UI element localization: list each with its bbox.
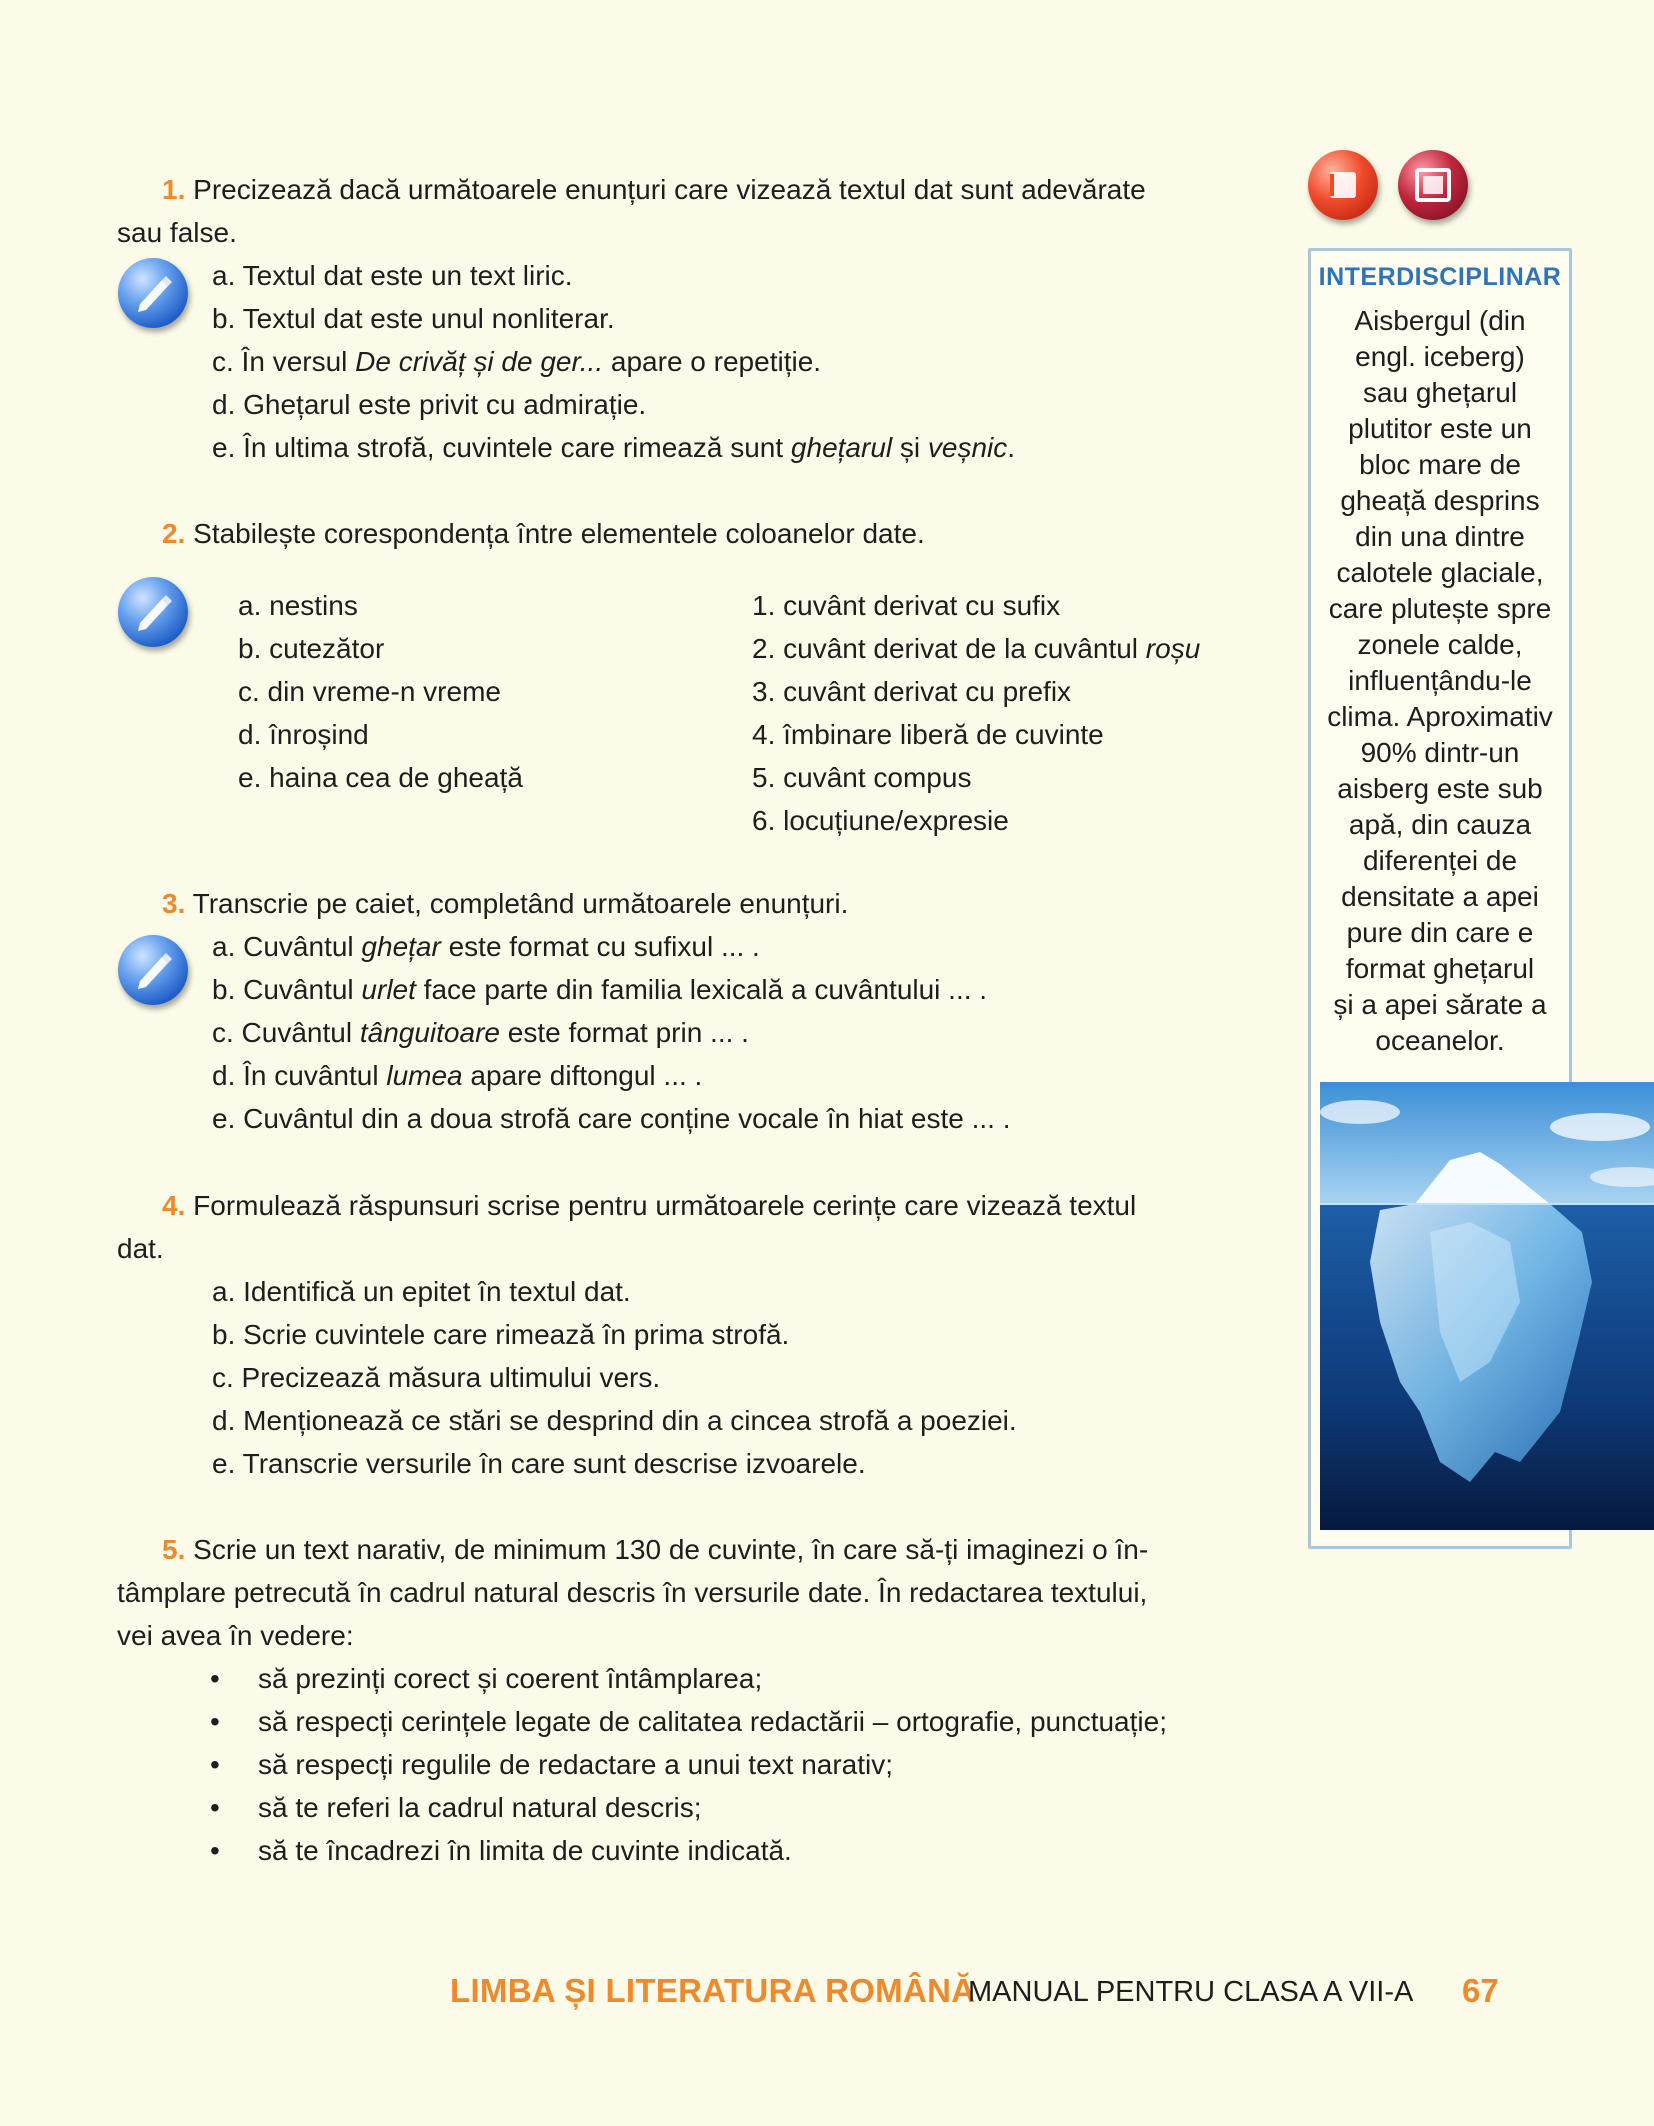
pencil-icon <box>118 935 188 1005</box>
sidebar-line: diferenței de <box>1362 845 1518 876</box>
sidebar-line: aisberg este sub <box>1337 773 1543 804</box>
ex4-item-c: c. Precizează măsura ultimului vers. <box>212 1362 661 1393</box>
ex5-bullet-3: să respecți regulile de redactare a unui text narativ; <box>258 1749 894 1780</box>
ex3-prompt-text: Transcrie pe caiet, completând următoarele enunțuri. <box>192 888 849 919</box>
ex4-prompt <box>162 1186 1136 1226</box>
ex3-item-b-pre: b. Cuvântul <box>212 974 362 1005</box>
sidebar-line: și a apei sărate a <box>1333 989 1547 1020</box>
bullet-marker: • <box>210 1663 220 1694</box>
ex4-prompt-line1: Formulează răspunsuri scrise pentru următoarele cerințe care vizează textul <box>193 1190 1137 1221</box>
ex4-item-b: b. Scrie cuvintele care rimează în prima strofă. <box>212 1319 790 1350</box>
pencil-icon <box>118 258 188 328</box>
sidebar-line: 90% dintr-un <box>1360 737 1520 768</box>
ex3-item-d-post: apare diftongul ... . <box>462 1060 703 1091</box>
ex2-prompt-text: Stabilește corespondența între elementele coloanelor date. <box>193 518 925 549</box>
ex4-number: 4. <box>162 1190 186 1221</box>
ex2-right-1: 1. cuvânt derivat cu sufix <box>752 590 1061 621</box>
ex1-number: 1. <box>162 174 186 205</box>
sidebar-line: bloc mare de <box>1359 449 1521 480</box>
ex3-item-a <box>212 927 760 967</box>
ex1-prompt-line2: sau false. <box>117 217 237 248</box>
ex3-item-a-pre: a. Cuvântul <box>212 931 362 962</box>
ex2-left-b: b. cutezător <box>238 633 385 664</box>
footer-subject: LIMBA ȘI LITERATURA ROMÂNĂ <box>450 1972 976 2009</box>
ex1-item-b: b. Textul dat este unul nonliterar. <box>212 303 615 334</box>
sidebar-line: sau ghețarul <box>1362 377 1518 408</box>
ex5-prompt-line2: tâmplare petrecută în cadrul natural descris în versurile date. În redactarea textului, <box>117 1577 1148 1608</box>
ex1-item-e-mid: și <box>892 432 928 463</box>
ex2-left-c: c. din vreme-n vreme <box>238 676 501 707</box>
ex2-left-e: e. haina cea de gheață <box>238 762 523 793</box>
ex5-bullet-2: să respecți cerințele legate de calitatea redactării – ortografie, punctuație; <box>258 1706 1167 1737</box>
ex3-number: 3. <box>162 888 186 919</box>
ex1-item-c-pre: c. În versul <box>212 346 356 377</box>
ex4-prompt-line2: dat. <box>117 1233 164 1264</box>
ex1-item-c-quote: De crivăț și de ger... <box>355 346 604 377</box>
ex1-prompt <box>162 170 1146 210</box>
sidebar-title: INTERDISCIPLINAR <box>1318 263 1562 291</box>
sidebar-line: Aisbergul (din <box>1354 305 1526 336</box>
bullet-marker: • <box>210 1835 220 1866</box>
ex2-right-5: 5. cuvânt compus <box>752 762 972 793</box>
ex2-left-d: d. înroșind <box>238 719 369 750</box>
sidebar-line: oceanelor. <box>1375 1025 1505 1056</box>
ex5-bullet-4: să te referi la cadrul natural descris; <box>258 1792 702 1823</box>
ex3-item-c-post: este format prin ... . <box>499 1017 749 1048</box>
ex5-prompt <box>162 1530 1148 1570</box>
ex3-item-c-word: tânguitoare <box>359 1017 500 1048</box>
ex3-item-d-word: lumea <box>386 1060 463 1091</box>
ex3-item-d-pre: d. În cuvântul <box>212 1060 387 1091</box>
ex2-number: 2. <box>162 518 186 549</box>
ex1-item-e-pre: e. În ultima strofă, cuvintele care rimează sunt <box>212 432 791 463</box>
bullet-marker: • <box>210 1792 220 1823</box>
ex5-prompt-line3: vei avea în vedere: <box>117 1620 354 1651</box>
sidebar-line: densitate a apei <box>1341 881 1539 912</box>
sidebar-line: clima. Aproximativ <box>1327 701 1553 732</box>
ex4-item-e: e. Transcrie versurile în care sunt descrise izvoarele. <box>212 1448 866 1479</box>
ex2-right-2-word: roșu <box>1145 633 1201 664</box>
bullet-marker: • <box>210 1749 220 1780</box>
ex5-number: 5. <box>162 1534 186 1565</box>
sidebar-line: calotele glaciale, <box>1336 557 1544 588</box>
sidebar-line: engl. iceberg) <box>1355 341 1525 372</box>
video-button[interactable] <box>1398 150 1468 220</box>
ex2-right-2 <box>752 629 1200 669</box>
sidebar-line: apă, din cauza <box>1348 809 1532 840</box>
ex3-item-a-post: este format cu sufixul ... . <box>440 931 760 962</box>
ex3-item-a-word: ghețar <box>361 931 441 962</box>
ex3-item-b-word: urlet <box>361 974 416 1005</box>
ex5-bullet-5: să te încadrezi în limita de cuvinte indicată. <box>258 1835 792 1866</box>
sidebar-text <box>1317 303 1563 1059</box>
ex5-bullet-1: să prezinți corect și coerent întâmplarea; <box>258 1663 763 1694</box>
sidebar-line: influențându-le <box>1348 665 1532 696</box>
film-icon <box>1398 150 1468 220</box>
ex3-prompt <box>162 884 848 924</box>
sidebar-line: plutitor este un <box>1348 413 1532 444</box>
ex3-item-c-pre: c. Cuvântul <box>212 1017 360 1048</box>
ex1-item-c <box>212 342 821 382</box>
ex1-item-e-post: . <box>1007 432 1016 463</box>
sidebar-line: din una dintre <box>1355 521 1525 552</box>
ex1-item-e-word1: ghețarul <box>790 432 893 463</box>
sidebar-line: pure din care e <box>1346 917 1534 948</box>
sidebar-line: care plutește spre <box>1328 593 1552 624</box>
audio-button[interactable] <box>1308 150 1378 220</box>
ex2-left-a: a. nestins <box>238 590 358 621</box>
audio-icon <box>1308 150 1378 220</box>
ex1-prompt-line1: Precizează dacă următoarele enunțuri care vizează textul dat sunt adevărate <box>193 174 1146 205</box>
ex2-right-6: 6. locuțiune/expresie <box>752 805 1009 836</box>
sidebar-line: format ghețarul <box>1345 953 1535 984</box>
ex2-right-2-pre: 2. cuvânt derivat de la cuvântul <box>752 633 1146 664</box>
ex5-prompt-line1: Scrie un text narativ, de minimum 130 de cuvinte, în care să-ți imaginezi o în- <box>193 1534 1149 1565</box>
ex1-item-a: a. Textul dat este un text liric. <box>212 260 573 291</box>
pencil-icon <box>118 577 188 647</box>
sidebar-line: gheață desprins <box>1340 485 1540 516</box>
footer-book-title: MANUAL PENTRU CLASA A VII-A <box>968 1976 1414 2008</box>
ex3-item-c <box>212 1013 749 1053</box>
ex1-item-e <box>212 428 1015 468</box>
iceberg-image <box>1320 1082 1654 1530</box>
ex1-item-c-post: apare o repetiție. <box>603 346 822 377</box>
ex2-right-3: 3. cuvânt derivat cu prefix <box>752 676 1072 707</box>
ex4-item-a: a. Identifică un epitet în textul dat. <box>212 1276 631 1307</box>
ex3-item-e: e. Cuvântul din a doua strofă care conține vocale în hiat este ... . <box>212 1103 1011 1134</box>
bullet-marker: • <box>210 1706 220 1737</box>
ex2-right-4: 4. îmbinare liberă de cuvinte <box>752 719 1104 750</box>
ex3-item-d <box>212 1056 702 1096</box>
ex4-item-d: d. Menționează ce stări se desprind din a cincea strofă a poeziei. <box>212 1405 1017 1436</box>
ex3-item-b <box>212 970 987 1010</box>
ex1-item-e-word2: veșnic <box>927 432 1008 463</box>
ex1-item-d: d. Ghețarul este privit cu admirație. <box>212 389 647 420</box>
ex3-item-b-post: face parte din familia lexicală a cuvântului ... . <box>415 974 988 1005</box>
ex2-prompt <box>162 514 925 554</box>
sidebar-line: zonele calde, <box>1357 629 1523 660</box>
page-number: 67 <box>1462 1972 1499 2009</box>
